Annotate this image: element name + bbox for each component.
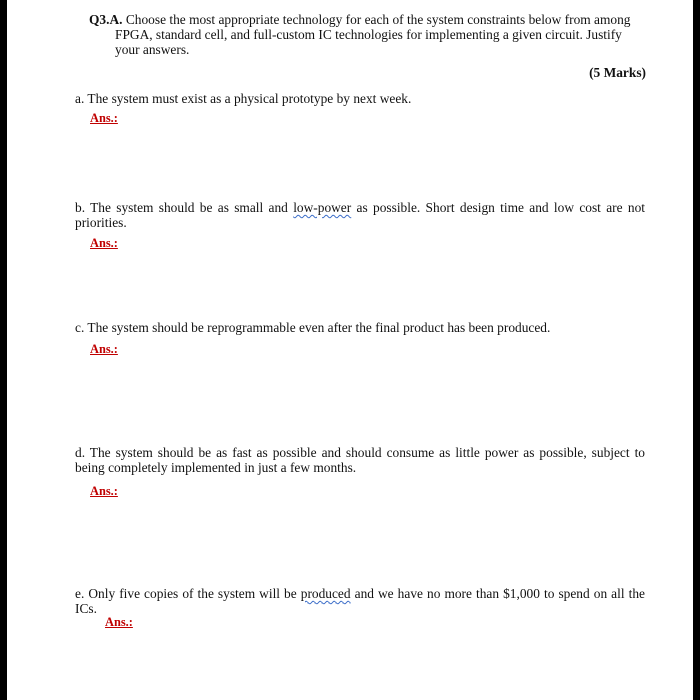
question-body: Choose the most appropriate technology for each of the system constraints below from among FPGA, standard cell, and full-custom IC technologies for implementing a given circuit. Justify your answers. (115, 12, 631, 57)
part-e-answer-label: Ans.: (105, 615, 133, 629)
part-b-label: b. (75, 200, 86, 215)
part-e-label: e. (75, 586, 85, 601)
question-number: Q3.A. (89, 12, 123, 27)
part-b (75, 200, 645, 230)
question-marks: (5 Marks) (589, 65, 646, 80)
part-b-text-before: The system should be as small and (90, 200, 294, 215)
part-d-label: d. (75, 445, 86, 460)
part-c-text: The system should be reprogrammable even after the final product has been produced. (87, 320, 551, 335)
part-e-text-after: and we have no more than $1,000 to spend on all the ICs. (75, 586, 645, 616)
part-a (75, 91, 645, 106)
part-b-spelling-highlight: low-power (293, 200, 352, 215)
part-d-answer-label: Ans.: (90, 484, 118, 498)
part-b-text-after: as possible. Short design time and low cost are not priorities. (75, 200, 645, 230)
question-text (89, 12, 649, 57)
part-a-answer-label: Ans.: (90, 111, 118, 125)
question-header (89, 12, 649, 57)
part-c (75, 320, 645, 335)
part-d (75, 445, 645, 475)
part-d-text: The system should be as fast as possible and should consume as little power as possible, subject to being completely implemented in just a few months. (75, 445, 645, 475)
part-a-label: a. (75, 91, 85, 106)
part-a-text: The system must exist as a physical prototype by next week. (87, 91, 412, 106)
part-e-spelling-highlight: produced (300, 586, 351, 601)
part-b-answer-label: Ans.: (90, 236, 118, 250)
part-e-text-before: Only five copies of the system will be (88, 586, 301, 601)
part-e (75, 586, 645, 616)
part-c-answer-label: Ans.: (90, 342, 118, 356)
right-border (693, 0, 700, 700)
part-c-label: c. (75, 320, 85, 335)
left-border (0, 0, 7, 700)
